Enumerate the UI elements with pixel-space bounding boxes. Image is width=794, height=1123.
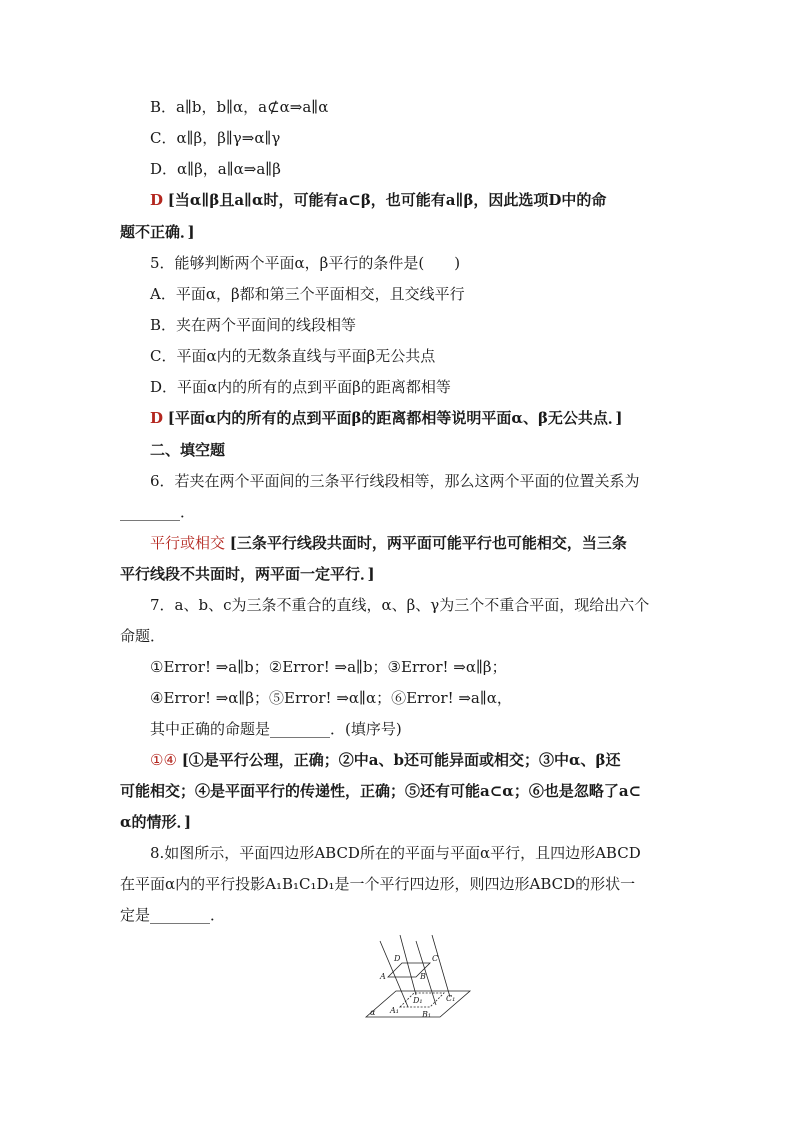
question-5: 5．能够判断两个平面α，β平行的条件是( ): [150, 254, 461, 272]
answer-q7-explanation-end: α的情形．]: [120, 813, 192, 831]
projection-figure: [358, 935, 478, 1025]
answer-q4-explanation-cont: 题不正确．]: [120, 223, 195, 241]
question-7-items-2: ④Error! ⇒α∥β；⑤Error! ⇒α∥α；⑥Error! ⇒a∥α，: [150, 689, 512, 707]
question-7-items-1: ①Error! ⇒a∥b；②Error! ⇒a∥b；③Error! ⇒α∥β；: [150, 658, 507, 676]
label-a1: A₁: [390, 1006, 399, 1015]
option-c-q4: C．α∥β，β∥γ⇒α∥γ: [150, 129, 281, 147]
question-7-cont: 命题．: [120, 627, 166, 645]
answer-q4-letter: D: [150, 191, 164, 209]
option-c-q5: C．平面α内的无数条直线与平面β无公共点: [150, 347, 436, 365]
label-b1: B₁: [422, 1010, 432, 1019]
question-8: 8.如图所示，平面四边形ABCD所在的平面与平面α平行，且四边形ABCD: [150, 844, 641, 862]
question-7: 7．a、b、c为三条不重合的直线，α、β、γ为三个不重合平面，现给出六个: [150, 596, 650, 614]
answer-q6-explanation: [三条平行线段共面时，两平面可能平行也可能相交，当三条: [229, 534, 627, 552]
option-d-q4: D．α∥β，a∥α⇒a∥β: [150, 160, 281, 178]
question-7-prompt: 其中正确的命题是________．(填序号): [150, 720, 402, 738]
option-b-q4: B．a∥b，b∥α，a⊄α⇒a∥α: [150, 98, 329, 116]
answer-q7-explanation: [①是平行公理，正确；②中a、b还可能异面或相交；③中α、β还: [181, 751, 621, 769]
answer-q6-value: 平行或相交: [150, 534, 226, 552]
label-a: A: [380, 972, 386, 981]
option-d-q5: D．平面α内的所有的点到平面β的距离都相等: [150, 378, 451, 396]
answer-q4: [150, 190, 606, 210]
question-8-end: 定是________．: [120, 906, 226, 924]
answer-q6-explanation-cont: 平行线段不共面时，两平面一定平行．]: [120, 565, 375, 583]
label-c: C: [432, 954, 439, 963]
label-alpha: α: [370, 1008, 376, 1017]
option-a-q5: A．平面α，β都和第三个平面相交，且交线平行: [150, 285, 465, 303]
answer-q7-explanation-cont: 可能相交；④是平面平行的传递性，正确；⑤还有可能a⊂α；⑥也是忽略了a⊂: [120, 782, 642, 800]
answer-q5-letter: D: [150, 409, 164, 427]
question-6: 6．若夹在两个平面间的三条平行线段相等，那么这两个平面的位置关系为: [150, 472, 640, 490]
question-8-cont: 在平面α内的平行投影A₁B₁C₁D₁是一个平行四边形，则四边形ABCD的形状一: [120, 875, 636, 893]
question-6-blank: ________．: [120, 503, 196, 521]
answer-q4-explanation: [当α∥β且a∥α时，可能有a⊂β，也可能有a∥β，因此选项D中的命: [167, 191, 607, 209]
label-d1: D₁: [413, 996, 423, 1005]
answer-q6: [150, 533, 627, 553]
answer-q7: [150, 750, 621, 770]
label-b: B: [420, 972, 426, 981]
answer-q5: [150, 408, 623, 428]
answer-q5-explanation: [平面α内的所有的点到平面β的距离都相等说明平面α、β无公共点．]: [167, 409, 623, 427]
answer-q7-value: ①④: [150, 751, 177, 769]
label-c1: C₁: [446, 994, 456, 1003]
section-heading: 二、填空题: [150, 441, 226, 459]
option-b-q5: B．夹在两个平面间的线段相等: [150, 316, 357, 334]
label-d: D: [394, 954, 401, 963]
